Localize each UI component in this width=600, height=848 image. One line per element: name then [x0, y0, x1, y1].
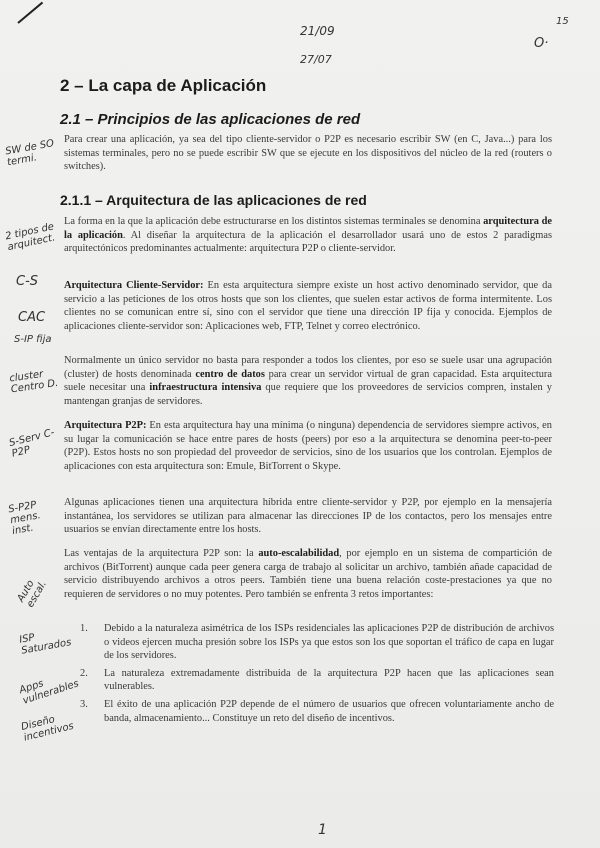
- paragraph-data-center: Normalmente un único servidor no basta para responder a todos los clientes, por eso se suele usar una agrupación (cluster) de hosts denominada centro de datos para crear un servidor virtual de gran capacidad. Esta arquitectura suele necesitar una infraestructura intensiva que requiere que los proveedores de servicios compren, instalen y mantengan granjas de servidores.: [64, 355, 553, 407]
- margin-note-5: S-IP fija: [14, 334, 52, 345]
- margin-note-8: S-P2P mens. inst.: [7, 499, 42, 538]
- margin-note-12: Diseño incentivos: [20, 714, 75, 744]
- list-item: 1. Debido a la naturaleza asimétrica de los ISPs residenciales las aplicaciones P2P de distribución de archivos o videos ejercen mucha presión sobre los ISPs ya que estos son los que soportan el tráfico de capa en lugar de los servidores.: [80, 623, 554, 662]
- page-number: 1: [318, 822, 327, 838]
- paragraph-client-server: Arquitectura Cliente-Servidor: En esta arquitectura siempre existe un host activo denominado servidor, que da servicio a las peticiones de los otros hosts que son los clientes, que suelen estar activos de forma intermitente. Los clientes no se comunican entre sí, sino con el servidor que tiene una dirección IP fija y conocida. Ejemplos de aplicaciones cliente-servidor son: Aplicaciones web, FTP, Telnet y correo electrónico.: [64, 280, 552, 332]
- list-item: 3. El éxito de una aplicación P2P depende de el número de usuarios que ofrecen voluntariamente ancho de banda, almacenamiento... Constituye un reto del diseño de incentivos.: [80, 698, 554, 724]
- chapter-title: 2 – La capa de Aplicación: [60, 76, 267, 95]
- handwritten-date-2: 27/07: [300, 53, 332, 66]
- margin-note-3: C-S: [16, 274, 39, 289]
- paragraph-intro: Para crear una aplicación, ya sea del tipo cliente-servidor o P2P es necesario escribir SW (en C, Java...) para los sistemas terminales, pero no se puede escribir SW que se ejecute en los dispositivos del núcleo de la red (routers o switches).: [64, 134, 552, 173]
- pen-mark: [17, 2, 43, 24]
- paragraph-hybrid: Algunas aplicaciones tienen una arquitectura híbrida entre cliente-servidor y P2P, por ejemplo en la mensajería instantánea, los servidores se utilizan para almacenar las direcciones IP de los contactos, pero los mensajes entre usuarios se envían directamente entre los hosts.: [64, 497, 552, 536]
- subsection-title: 2.1.1 – Arquitectura de las aplicaciones de red: [60, 192, 367, 208]
- margin-note-6: cluster Centro D.: [8, 368, 59, 396]
- list-item: 2. La naturaleza extremadamente distribuida de la arquitectura P2P hacen que las aplicaciones sean vulnerables.: [80, 667, 554, 693]
- margin-note-9: Auto escal.: [15, 578, 50, 610]
- margin-note-4: CAC: [18, 310, 46, 325]
- paragraph-p2p-advantages: Las ventajas de la arquitectura P2P son: la auto-escalabilidad, por ejemplo en un sistema de compartición de archivos (BitTorrent) aunque cada peer genera carga de trabajo al solicitar un archivo, también añade capacidad de servicio distribuyendo archivos a otros peers. También tiene una buena relación coste-prestaciones ya que no requieren de servidores o no muy potentes. Pero también se enfrenta 3 retos importantes:: [64, 548, 553, 600]
- margin-note-2: 2 tipos de arquitect.: [4, 221, 57, 254]
- challenges-list: [80, 622, 554, 729]
- margin-note-7: S-Serv C-P2P: [8, 427, 56, 460]
- paragraph-architecture: La forma en la que la aplicación debe estructurarse en los distintos sistemas terminales se denomina arquitectura de la aplicación. Al diseñar la arquitectura de la aplicación el desarrollador usará uno de estos 2 paradigmas arquitectónicos predominantes actualmente: arquitectura P2P o cliente-servidor.: [64, 216, 552, 255]
- section-title: 2.1 – Principios de las aplicaciones de red: [60, 111, 361, 128]
- handwritten-corner-mark-2: O·: [534, 36, 549, 51]
- handwritten-corner-mark: 15: [556, 16, 569, 27]
- margin-note-11: Apps vulnerables: [18, 678, 81, 707]
- margin-note-1: SW de SO termi.: [4, 138, 55, 169]
- handwritten-date-1: 21/09: [300, 24, 335, 38]
- paragraph-p2p: Arquitectura P2P: En esta arquitectura hay una mínima (o ninguna) dependencia de servidores siempre activos, en su lugar la comunicación se hace entre pares de hosts (peers) por eso a la arquitectura se denomina peer-to-peer (P2P). Estos hosts no son propiedad del proveedor de servicios, sino de los usuarios que los controlan. Ejemplos de aplicaciones con esta arquitectura son: Emule, BitTorrent o Skype.: [64, 420, 552, 472]
- margin-note-10: ISP Saturados: [18, 632, 73, 657]
